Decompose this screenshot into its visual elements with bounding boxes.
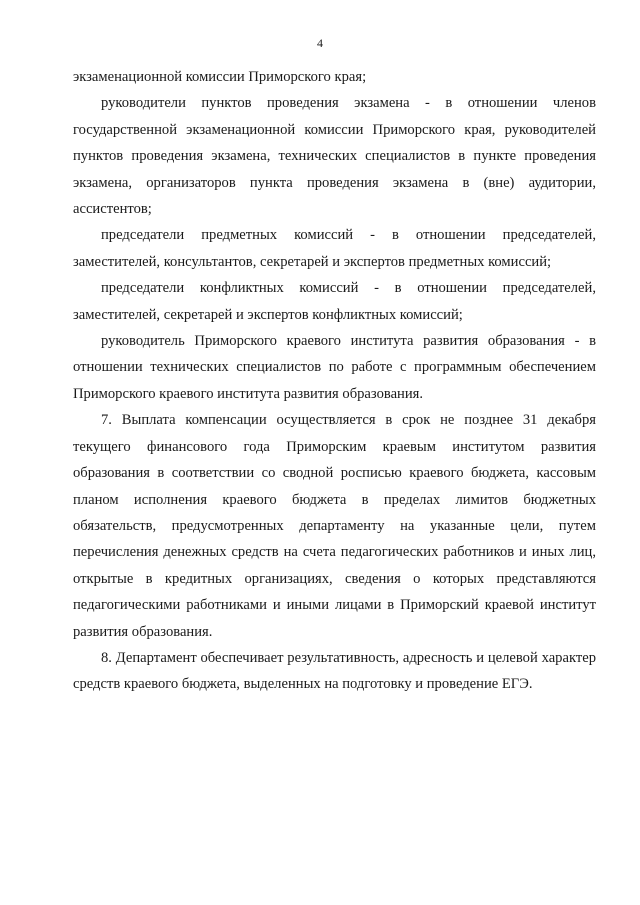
page-number: 4 [317, 36, 323, 50]
paragraph-exam-point-heads: руководители пунктов проведения экзамена - в отношении членов государственной экзаменационной комиссии Приморского края, руководителей пунктов проведения экзамена, технических специалистов в пункте проведения экзамена, организаторов пункта проведения экзамена в (вне) аудитории, ассистентов; [73, 95, 596, 218]
paragraph-subject-commission-chairs: председатели предметных комиссий - в отношении председателей, заместителей, консультантов, секретарей и экспертов предметных комиссий; [73, 227, 596, 270]
paragraph-item-7: 7. Выплата компенсации осуществляется в срок не позднее 31 декабря текущего финансового года Приморским краевым институтом развития образования в соответствии со сводной росписью краевого бюджета, кассовым планом исполнения краевого бюджета в пределах лимитов бюджетных обязательств, предусмотренных департаменту на указанные цели, путем перечисления денежных средств на счета педагогических работников и иных лиц, открытые в кредитных организациях, сведения о которых представляются педагогическими работниками и иными лицами в Приморский краевой институт развития образования. [73, 412, 596, 640]
paragraph-conflict-commission-chairs: председатели конфликтных комиссий - в отношении председателей, заместителей, секретарей и экспертов конфликтных комиссий; [73, 280, 596, 323]
paragraph-continuation: экзаменационной комиссии Приморского края; [73, 69, 367, 85]
paragraph-institute-head: руководитель Приморского краевого института развития образования - в отношении технических специалистов по работе с программным обеспечением Приморского краевого института развития образования. [73, 333, 596, 402]
document-body [73, 64, 596, 698]
paragraph-item-8: 8. Департамент обеспечивает результативность, адресность и целевой характер средств краевого бюджета, выделенных на подготовку и проведение ЕГЭ. [73, 649, 596, 693]
